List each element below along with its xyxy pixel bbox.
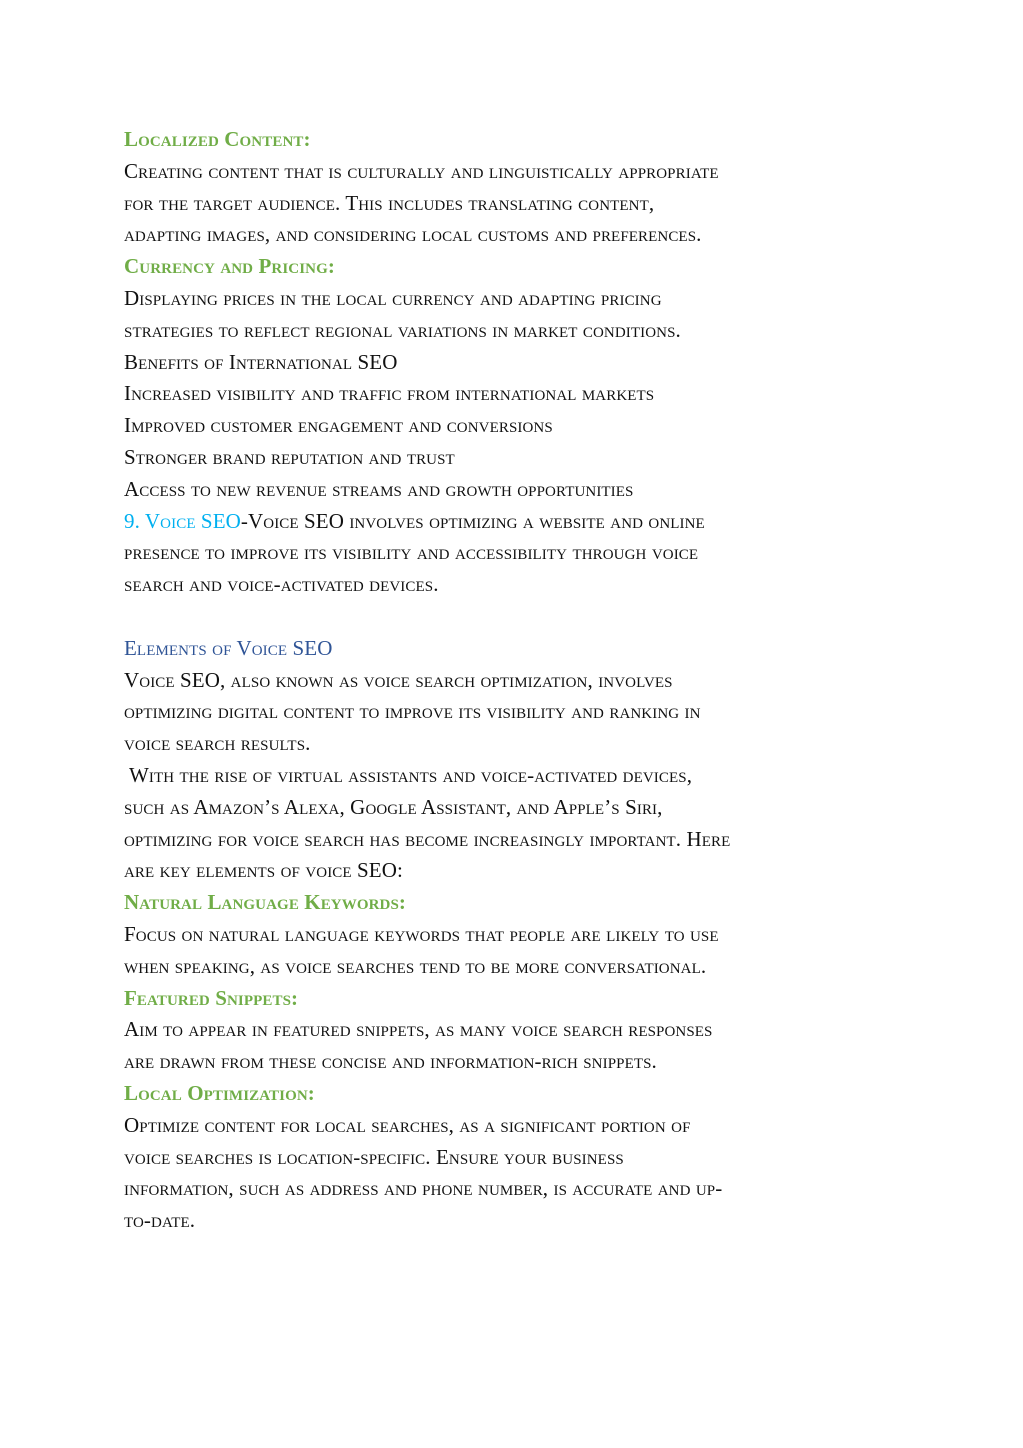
voice-seo-intro-text: Voice SEO involves optimizing a website and online [248, 508, 705, 533]
heading-natural-language-keywords: Natural Language Keywords: [124, 890, 407, 915]
heading-currency-pricing: Currency and Pricing: [124, 254, 335, 279]
benefit-item: Increased visibility and traffic from international markets [124, 381, 655, 406]
paragraph-line: for the target audience. This includes translating content, [124, 190, 655, 215]
heading-voice-seo: 9. Voice SEO [124, 508, 241, 533]
blank-line [124, 601, 903, 633]
paragraph-line: voice search results. [124, 731, 311, 756]
paragraph-line: Aim to appear in featured snippets, as many voice search responses [124, 1017, 713, 1042]
paragraph-line: optimizing digital content to improve its visibility and ranking in [124, 699, 701, 724]
paragraph-line: are drawn from these concise and information-rich snippets. [124, 1049, 657, 1074]
voice-seo-intro-line [124, 506, 903, 538]
paragraph-line: With the rise of virtual assistants and voice-activated devices, [124, 762, 693, 787]
benefit-item: Stronger brand reputation and trust [124, 444, 455, 469]
paragraph-line: optimizing for voice search has become increasingly important. Here [124, 826, 731, 851]
paragraph-line: search and voice-activated devices. [124, 572, 439, 597]
paragraph-line: information, such as address and phone number, is accurate and up- [124, 1176, 723, 1201]
paragraph-line: to-date. [124, 1208, 196, 1233]
paragraph-line: such as Amazon’s Alexa, Google Assistant, and Apple’s Siri, [124, 794, 663, 819]
paragraph-line: when speaking, as voice searches tend to be more conversational. [124, 953, 707, 978]
separator: - [240, 508, 248, 533]
benefit-item: Improved customer engagement and conversions [124, 413, 553, 438]
paragraph-line: adapting images, and considering local customs and preferences. [124, 222, 702, 247]
paragraph-line: strategies to reflect regional variations in market conditions. [124, 317, 681, 342]
heading-localized-content: Localized Content: [124, 127, 311, 151]
paragraph-line: Voice SEO, also known as voice search optimization, involves [124, 667, 673, 692]
paragraph-line: Displaying prices in the local currency and adapting pricing [124, 285, 662, 310]
heading-featured-snippets: Featured Snippets: [124, 985, 299, 1010]
heading-elements-voice-seo: Elements of Voice SEO [124, 635, 333, 660]
paragraph-line: voice searches is location-specific. Ensure your business [124, 1144, 624, 1169]
paragraph-line: Optimize content for local searches, as a significant portion of [124, 1112, 691, 1137]
paragraph-line: presence to improve its visibility and accessibility through voice [124, 540, 699, 565]
heading-benefits: Benefits of International SEO [124, 349, 398, 374]
heading-local-optimization: Local Optimization: [124, 1080, 315, 1105]
paragraph-line: Focus on natural language keywords that people are likely to use [124, 921, 719, 946]
benefit-item: Access to new revenue streams and growth opportunities [124, 476, 634, 501]
paragraph-line: are key elements of voice SEO: [124, 858, 403, 883]
paragraph-line: Creating content that is culturally and linguistically appropriate [124, 158, 719, 183]
